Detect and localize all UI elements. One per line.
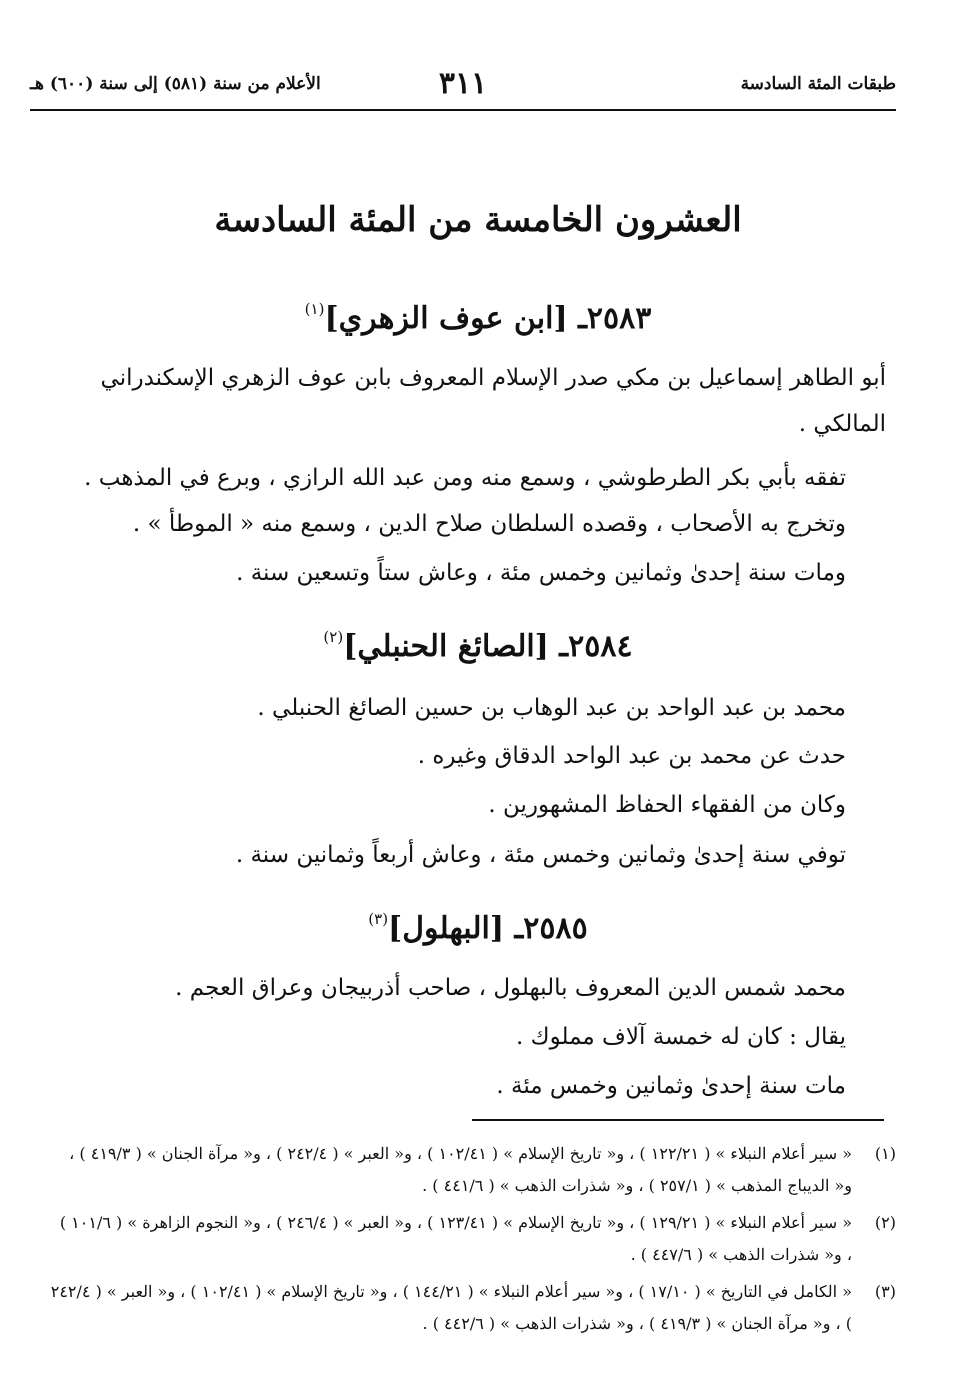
entry-heading-2585	[0, 910, 956, 946]
footnote-ref: (٣)	[368, 910, 389, 928]
footnote-text: « سير أعلام النبلاء » ( ١٢٢/٢١ ) ، و« تاريخ الإسلام » ( ١٠٢/٤١ ) ، و« العبر » ( ٢٤٢/٤ ) ، و« مرآة الجنان » ( ٤١٩/٣ ) ، و« الديباج المذهب » ( ٢٥٧/١ ) ، و« شذرات الذهب » ( ٤٤١/٦ ) .	[69, 1144, 852, 1195]
footnote-text: « سير أعلام النبلاء » ( ١٢٩/٢١ ) ، و« تاريخ الإسلام » ( ١٢٣/٤١ ) ، و« العبر » ( ٢٤٦/٤ ) ، و« النجوم الزاهرة » ( ١٠١/٦ ) ، و« شذرات الذهب » ( ٤٤٧/٦ ) .	[59, 1213, 852, 1264]
footnote-number: (٣)	[874, 1282, 896, 1301]
entry-paragraph: وتخرج به الأصحاب ، وقصده السلطان صلاح الدين ، وسمع منه « الموطأ » .	[132, 511, 846, 537]
entry-paragraph: يقال : كان له خمسة آلاف مملوك .	[516, 1024, 846, 1050]
entry-paragraph: وكان من الفقهاء الحفاظ المشهورين .	[488, 792, 846, 818]
footnote	[50, 1276, 896, 1340]
entry-paragraph: مات سنة إحدىٰ وثمانين وخمس مئة .	[496, 1073, 846, 1099]
entry-title: ٢٥٨٣ـ [ابن عوف الزهري]	[324, 301, 652, 336]
chapter-title: العشرون الخامسة من المئة السادسة	[214, 200, 742, 240]
entry-paragraph: تفقه بأبي بكر الطرطوشي ، وسمع منه ومن عبد الله الرازي ، وبرع في المذهب .	[84, 465, 846, 491]
header-section-title: طبقات المئة السادسة	[740, 74, 896, 94]
page-number: ٣١١	[438, 66, 488, 101]
header-divider	[30, 109, 896, 111]
footnote	[50, 1207, 896, 1271]
entry-title: ٢٥٨٥ـ [البهلول]	[388, 911, 588, 946]
entry-paragraph: محمد بن عبد الواحد بن عبد الوهاب بن حسين الصائغ الحنبلي .	[257, 695, 846, 721]
footnotes	[50, 1138, 896, 1345]
entry-title: ٢٥٨٤ـ [الصائغ الحنبلي]	[343, 629, 633, 664]
footnote-ref: (٢)	[323, 628, 344, 646]
entry-paragraph: حدث عن محمد بن عبد الواحد الدقاق وغيره .	[417, 743, 846, 769]
footnote-number: (٢)	[874, 1213, 896, 1232]
entry-paragraph: محمد شمس الدين المعروف بالبهلول ، صاحب أذربيجان وعراق العجم .	[175, 975, 846, 1001]
footnote-ref: (١)	[304, 300, 325, 318]
entry-paragraph: توفي سنة إحدىٰ وثمانين وخمس مئة ، وعاش أربعاً وثمانين سنة .	[235, 842, 846, 868]
entry-heading-2583	[0, 300, 956, 336]
entry-heading-2584	[0, 628, 956, 664]
footnote-divider	[472, 1119, 884, 1121]
running-header	[30, 66, 896, 106]
entry-paragraph: أبو الطاهر إسماعيل بن مكي صدر الإسلام المعروف بابن عوف الزهري الإسكندراني المالكي .	[100, 365, 886, 437]
footnote-text: « الكامل في التاريخ » ( ١٧/١٠ ) ، و« سير أعلام النبلاء » ( ١٤٤/٢١ ) ، و« تاريخ الإسلام » ( ١٠٢/٤١ ) ، و« العبر » ( ٢٤٢/٤ ) ، و« مرآة الجنان » ( ٤١٩/٣ ) ، و« شذرات الذهب » ( ٤٤٢/٦ ) .	[50, 1282, 852, 1333]
entry-paragraph: ومات سنة إحدىٰ وثمانين وخمس مئة ، وعاش ستاً وتسعين سنة .	[236, 560, 846, 586]
header-range-title: الأعلام من سنة (٥٨١) إلى سنة (٦٠٠) هـ	[30, 74, 321, 94]
footnote-number: (١)	[874, 1144, 896, 1163]
footnote	[50, 1138, 896, 1202]
